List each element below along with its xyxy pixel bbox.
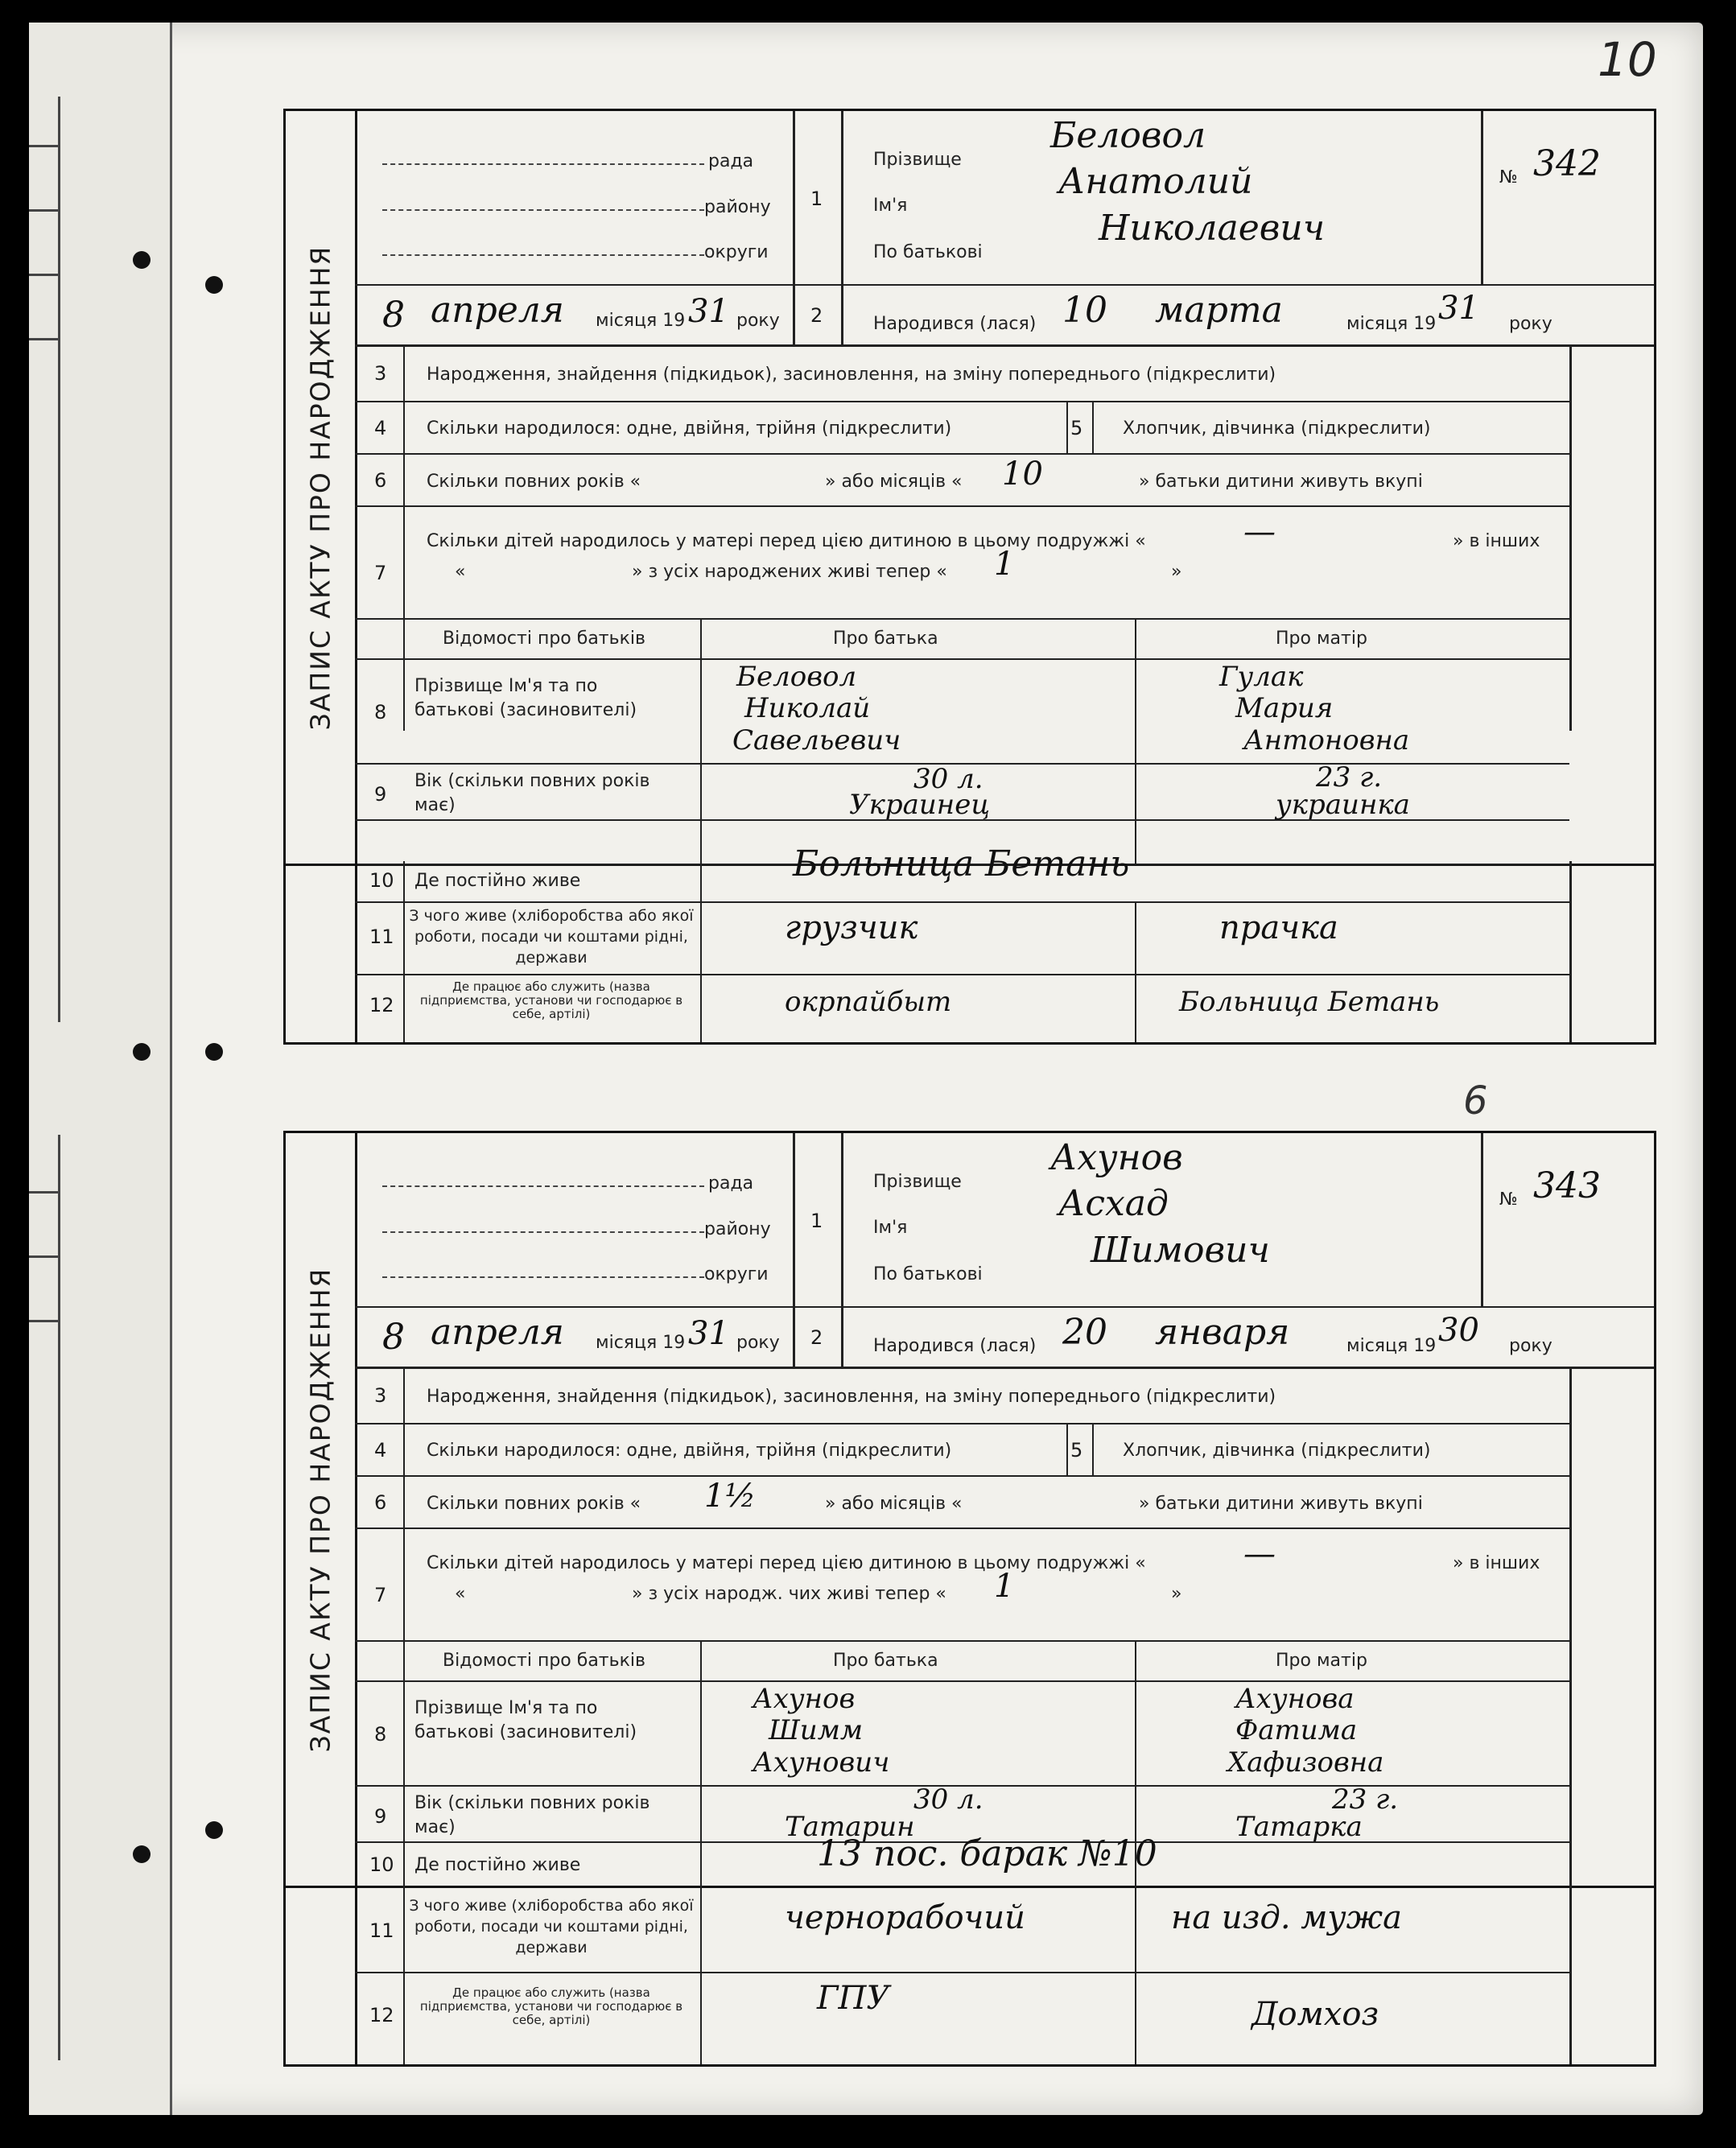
- rule: [355, 658, 1569, 660]
- divider: [1569, 861, 1572, 1042]
- row7-line2: » з усіх народж. чих живі тепер «: [632, 1584, 946, 1604]
- row-number: 8: [374, 1723, 387, 1746]
- registration-month: апреля: [431, 1312, 564, 1353]
- year-label: року: [736, 311, 780, 331]
- child-patronymic: Николаевич: [1099, 208, 1326, 249]
- divider: [355, 344, 1654, 347]
- residence: Больница Бетань: [793, 843, 1130, 884]
- record-side-strip: [286, 861, 357, 1042]
- row-number: 4: [374, 1439, 387, 1462]
- mother-surname: Ахунова: [1235, 1683, 1355, 1715]
- mother-name: Мария: [1235, 692, 1334, 724]
- row7-line1: Скільки дітей народилось у матері перед цією дитиною в цьому подружжі «: [427, 1553, 1146, 1573]
- row6-months-label: » або місяців «: [825, 472, 963, 492]
- row3-text: Народження, знайдення (підкидьок), засиновлення, на зміну попереднього (підкреслити): [427, 1387, 1276, 1407]
- row-number: 7: [374, 1584, 387, 1606]
- registration-month: апреля: [431, 290, 564, 331]
- mother-header: Про матір: [1276, 629, 1367, 649]
- birth-record-2: [283, 1131, 1656, 1888]
- record-number: 342: [1533, 143, 1601, 184]
- row-number: 8: [374, 701, 387, 724]
- rayon-label: району: [704, 197, 771, 217]
- month-label: місяця 19: [1346, 1336, 1437, 1356]
- father-surname: Беловол: [736, 661, 857, 693]
- year-label: року: [1509, 314, 1553, 334]
- row-number: 4: [374, 417, 387, 439]
- row9-label: Вік (скільки повних років має): [414, 771, 650, 815]
- row6-together-label: » батьки дитини живуть вкупі: [1139, 472, 1423, 492]
- name-label: Ім'я: [873, 1218, 908, 1238]
- divider: [355, 1367, 1654, 1369]
- rayon-label: району: [704, 1219, 771, 1239]
- divider: [1135, 618, 1136, 864]
- row4-text: Скільки народилося: одне, двійня, трійня (підкреслити): [427, 418, 952, 439]
- birth-month: марта: [1155, 290, 1283, 331]
- rule: [355, 1972, 1569, 1973]
- father-nationality: Татарин: [785, 1811, 915, 1843]
- month-label: місяця 19: [596, 1333, 686, 1353]
- birth-record-1-lower: [283, 843, 1656, 1045]
- rule: [355, 1680, 1569, 1682]
- divider: [841, 1133, 843, 1367]
- number-column: [355, 344, 405, 731]
- name-label: Ім'я: [873, 196, 908, 216]
- row7-line1-end: » в інших: [1453, 1553, 1540, 1573]
- row5-text: Хлопчик, дівчинка (підкреслити): [1123, 418, 1431, 439]
- record-side-strip: [286, 1883, 357, 2064]
- previous-page-edge-bottom: [29, 1135, 60, 2060]
- row6-years-label: Скільки повних років «: [427, 472, 641, 492]
- mother-nationality: Татарка: [1235, 1811, 1363, 1843]
- birth-year: 31: [1438, 290, 1479, 327]
- record-circle-number: 6: [1463, 1078, 1488, 1123]
- mother-patronymic: Хафизовна: [1227, 1746, 1384, 1779]
- divider: [1481, 111, 1483, 284]
- record-side-title: ЗАПИС АКТУ ПРО НАРОДЖЕННЯ: [286, 1133, 357, 1886]
- row-number: 5: [1070, 417, 1083, 439]
- divider: [700, 618, 702, 864]
- mother-patronymic: Антоновна: [1243, 724, 1410, 757]
- row7-living-children: 1: [994, 1568, 1015, 1605]
- previous-page-edge-top: [29, 97, 60, 1022]
- divider: [1481, 1133, 1483, 1306]
- divider: [841, 111, 843, 344]
- binding-hole: [205, 1043, 223, 1061]
- rule: [355, 618, 1569, 620]
- rule: [355, 1640, 1569, 1642]
- divider: [1569, 1367, 1572, 1886]
- edge-line: [29, 338, 58, 340]
- rule: [355, 1306, 1654, 1308]
- rule: [355, 974, 1569, 975]
- row7-line1: Скільки дітей народилось у матері перед цією дитиною в цьому подружжі «: [427, 531, 1146, 551]
- row7-line2-start: «: [455, 1584, 466, 1604]
- father-patronymic: Ахунович: [753, 1746, 890, 1779]
- father-nationality: Украинец: [849, 789, 991, 821]
- row-number: 12: [369, 994, 394, 1016]
- residence: 13 пос. барак №10: [817, 1833, 1157, 1874]
- rule: [355, 505, 1569, 507]
- divider: [1135, 1883, 1136, 2064]
- binding-hole: [133, 1043, 151, 1061]
- mother-age: 23 г.: [1316, 761, 1383, 794]
- row-number: 3: [374, 362, 387, 385]
- row-number: 5: [1070, 1439, 1083, 1462]
- row11-label: З чого живе (хліборобства або якої роботи, посади чи коштами рідні, держави: [409, 907, 694, 967]
- parents-info-header: Відомості про батьків: [443, 1651, 645, 1671]
- registration-day: 8: [382, 1317, 405, 1358]
- father-name: Николай: [744, 692, 871, 724]
- row5-text: Хлопчик, дівчинка (підкреслити): [1123, 1441, 1431, 1461]
- born-label: Народився (лася): [873, 1336, 1037, 1356]
- divider: [700, 1640, 702, 1886]
- row9-label: Вік (скільки повних років має): [414, 1793, 650, 1837]
- father-surname: Ахунов: [753, 1683, 856, 1715]
- parents-info-header: Відомості про батьків: [443, 629, 645, 649]
- record-number-label: №: [1499, 167, 1518, 188]
- edge-line: [29, 1255, 58, 1258]
- row-number: 9: [374, 783, 387, 806]
- row8-label: Прізвище Ім'я та по батькові (засиновителі): [414, 676, 637, 720]
- father-occupation: грузчик: [785, 909, 918, 946]
- divider: [793, 1133, 795, 1367]
- rule: [355, 284, 1654, 286]
- divider: [1569, 344, 1572, 731]
- row7-previous-children: —: [1243, 1536, 1276, 1573]
- row7-line2-end: »: [1171, 1584, 1182, 1604]
- row10-label: Де постійно живе: [414, 871, 581, 891]
- rule: [355, 1423, 1569, 1424]
- record-number: 343: [1533, 1165, 1601, 1206]
- mother-name: Фатима: [1235, 1714, 1358, 1746]
- row-number: 10: [369, 1853, 394, 1876]
- mother-nationality: украинка: [1276, 789, 1410, 821]
- father-name: Шимм: [769, 1714, 864, 1746]
- okrug-label: округи: [704, 1264, 769, 1284]
- rada-label: рада: [708, 151, 754, 171]
- row7-line2: » з усіх народжених живі тепер «: [632, 562, 947, 582]
- edge-line: [29, 274, 58, 276]
- dash: [382, 1231, 704, 1233]
- mother-workplace: Домхоз: [1251, 1996, 1379, 2033]
- dash: [382, 1185, 704, 1187]
- row6-months-label: » або місяців «: [825, 1494, 963, 1514]
- father-header: Про батька: [833, 1651, 938, 1671]
- registration-year: 31: [688, 1315, 729, 1352]
- child-patronymic: Шимович: [1091, 1230, 1270, 1271]
- child-surname: Ахунов: [1050, 1137, 1183, 1178]
- number-column: [355, 1883, 405, 2064]
- rule: [355, 1528, 1569, 1529]
- born-label: Народився (лася): [873, 314, 1037, 334]
- row6-together-label: » батьки дитини живуть вкупі: [1139, 1494, 1423, 1514]
- row7-line2-end: »: [1171, 562, 1182, 582]
- edge-line: [29, 145, 58, 147]
- row7-line1-end: » в інших: [1453, 531, 1540, 551]
- month-label: місяця 19: [596, 311, 686, 331]
- registration-day: 8: [382, 295, 405, 336]
- surname-label: Прізвище: [873, 150, 962, 170]
- surname-label: Прізвище: [873, 1172, 962, 1192]
- row-number: 6: [374, 469, 387, 492]
- row7-living-children: 1: [994, 546, 1015, 583]
- dash: [382, 254, 704, 256]
- child-name: Асхад: [1058, 1183, 1169, 1224]
- record-side-title: ЗАПИС АКТУ ПРО НАРОДЖЕННЯ: [286, 111, 357, 864]
- row-number: 1: [810, 188, 823, 210]
- year-label: року: [736, 1333, 780, 1353]
- registration-year: 31: [688, 293, 729, 330]
- binding-hole: [205, 1821, 223, 1839]
- okrug-label: округи: [704, 242, 769, 262]
- row11-label: З чого живе (хліборобства або якої роботи, посади чи коштами рідні, держави: [409, 1897, 694, 1956]
- birth-day: 10: [1062, 290, 1107, 331]
- binding-hole: [133, 1845, 151, 1863]
- mother-surname: Гулак: [1219, 661, 1304, 693]
- father-header: Про батька: [833, 629, 938, 649]
- row3-text: Народження, знайдення (підкидьок), засиновлення, на зміну попереднього (підкреслити): [427, 365, 1276, 385]
- row8-label: Прізвище Ім'я та по батькові (засиновителі): [414, 1698, 637, 1742]
- row-number: 1: [810, 1210, 823, 1232]
- patronymic-label: По батькові: [873, 242, 983, 262]
- row6-months: 10: [1002, 456, 1043, 493]
- divider: [700, 861, 702, 1042]
- row-number: 12: [369, 2004, 394, 2026]
- row12-label: Де працює або служить (назва підприємства, установи чи господарює в себе, артілі): [419, 979, 683, 1021]
- child-surname: Беловол: [1050, 115, 1206, 156]
- row7-previous-children: —: [1243, 513, 1276, 550]
- mother-header: Про матір: [1276, 1651, 1367, 1671]
- page-number: 10: [1598, 32, 1657, 87]
- row6-years-label: Скільки повних років «: [427, 1494, 641, 1514]
- divider: [700, 1883, 702, 2064]
- child-name: Анатолий: [1058, 161, 1253, 202]
- row4-text: Скільки народилося: одне, двійня, трійня (підкреслити): [427, 1441, 952, 1461]
- row-number: 2: [810, 304, 823, 327]
- birth-record-1: [283, 109, 1656, 866]
- row-number: 10: [369, 869, 394, 892]
- row-number: 9: [374, 1805, 387, 1828]
- rule: [355, 401, 1569, 402]
- dash: [382, 163, 704, 165]
- father-patronymic: Савельевич: [732, 724, 901, 757]
- divider: [1569, 1883, 1572, 2064]
- row-number: 3: [374, 1384, 387, 1407]
- month-label: місяця 19: [1346, 314, 1437, 334]
- dash: [382, 1276, 704, 1278]
- row-number: 6: [374, 1491, 387, 1514]
- record-number-label: №: [1499, 1189, 1518, 1210]
- birth-year: 30: [1438, 1312, 1479, 1349]
- patronymic-label: По батькові: [873, 1264, 983, 1284]
- edge-line: [29, 1320, 58, 1322]
- edge-line: [29, 209, 58, 212]
- dash: [382, 209, 704, 211]
- birth-month: января: [1155, 1312, 1290, 1353]
- rule: [355, 901, 1569, 903]
- row7-line2-start: «: [455, 562, 466, 582]
- binding-hole: [205, 276, 223, 294]
- divider: [793, 111, 795, 344]
- rada-label: рада: [708, 1173, 754, 1194]
- row-number: 2: [810, 1326, 823, 1349]
- father-occupation: чернорабочий: [785, 1899, 1025, 1936]
- row12-label: Де працює або служить (назва підприємства, установи чи господарює в себе, артілі): [419, 1985, 683, 2027]
- mother-occupation: прачка: [1219, 909, 1338, 946]
- row-number: 7: [374, 562, 387, 584]
- father-age: 30 л.: [913, 1783, 983, 1816]
- divider: [1135, 901, 1136, 1042]
- birth-day: 20: [1062, 1312, 1107, 1353]
- edge-line: [29, 1191, 58, 1194]
- father-age: 30 л.: [913, 763, 983, 795]
- rule: [355, 453, 1569, 455]
- row-number: 11: [369, 1919, 394, 1942]
- father-workplace: окрпайбыт: [785, 986, 952, 1018]
- mother-occupation: на изд. мужа: [1171, 1899, 1402, 1936]
- rule: [355, 1475, 1569, 1477]
- mother-age: 23 г.: [1332, 1783, 1399, 1816]
- father-workplace: ГПУ: [817, 1980, 890, 2017]
- row6-years: 1½: [704, 1478, 757, 1515]
- row10-label: Де постійно живе: [414, 1855, 581, 1875]
- binding-hole: [133, 251, 151, 269]
- birth-record-2-lower: [283, 1883, 1656, 2067]
- mother-workplace: Больница Бетань: [1179, 986, 1440, 1018]
- year-label: року: [1509, 1336, 1553, 1356]
- row-number: 11: [369, 926, 394, 948]
